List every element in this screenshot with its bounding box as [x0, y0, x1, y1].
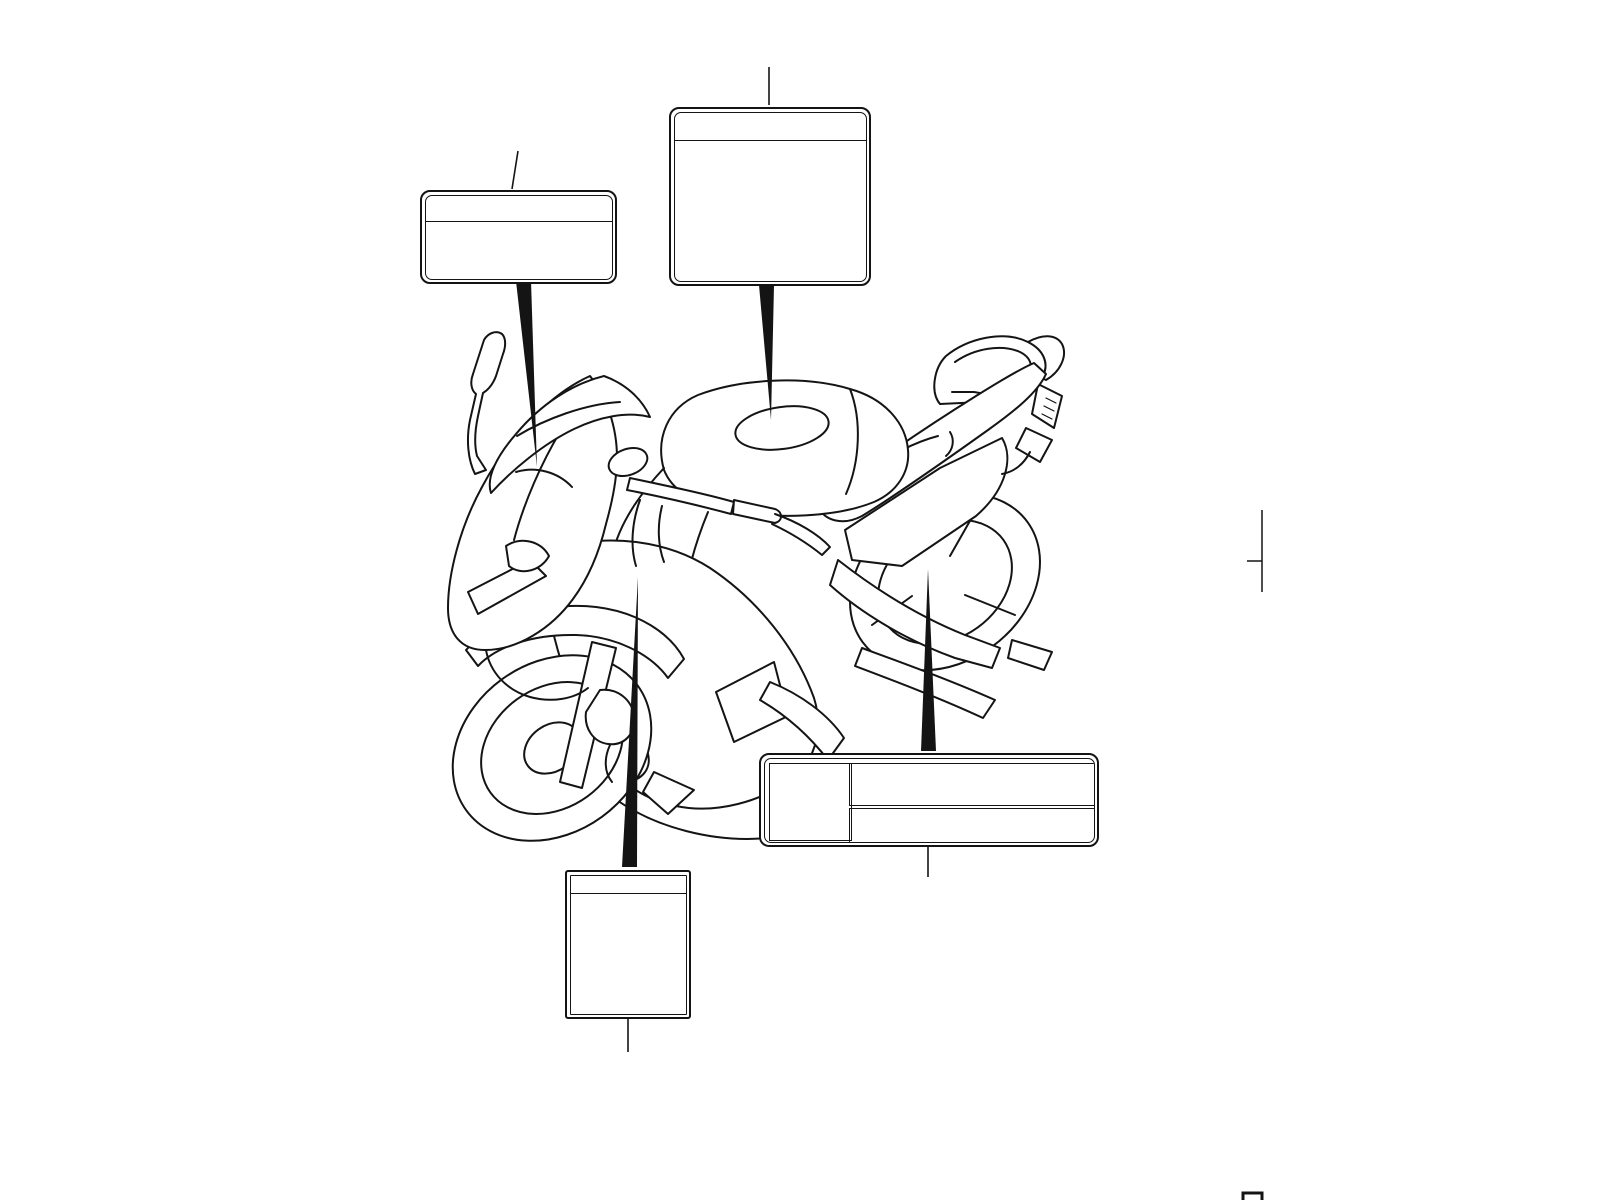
- warning-label-4: [420, 190, 617, 284]
- warning-label-3-warning-panel: [769, 763, 852, 841]
- registration-marks: [1243, 510, 1262, 1200]
- registration-mark-bottom: [1243, 1193, 1262, 1200]
- warning-label-3: [759, 753, 1099, 847]
- warning-label-1-header: [675, 113, 866, 141]
- callout-line-4: [512, 151, 518, 189]
- warning-label-4-textlines: [426, 222, 612, 279]
- warning-label-2: [565, 870, 691, 1019]
- warning-label-1: [669, 107, 871, 286]
- warning-label-2-header: [571, 876, 686, 894]
- mirror: [468, 332, 505, 474]
- registration-mark-right: [1247, 510, 1262, 592]
- spec-table-top: [849, 763, 1095, 806]
- warning-label-1-textlines: [675, 141, 866, 281]
- spec-table-bottom: [849, 808, 1095, 843]
- warning-label-2-textlines: [571, 894, 686, 1014]
- warning-label-4-header: [426, 196, 612, 222]
